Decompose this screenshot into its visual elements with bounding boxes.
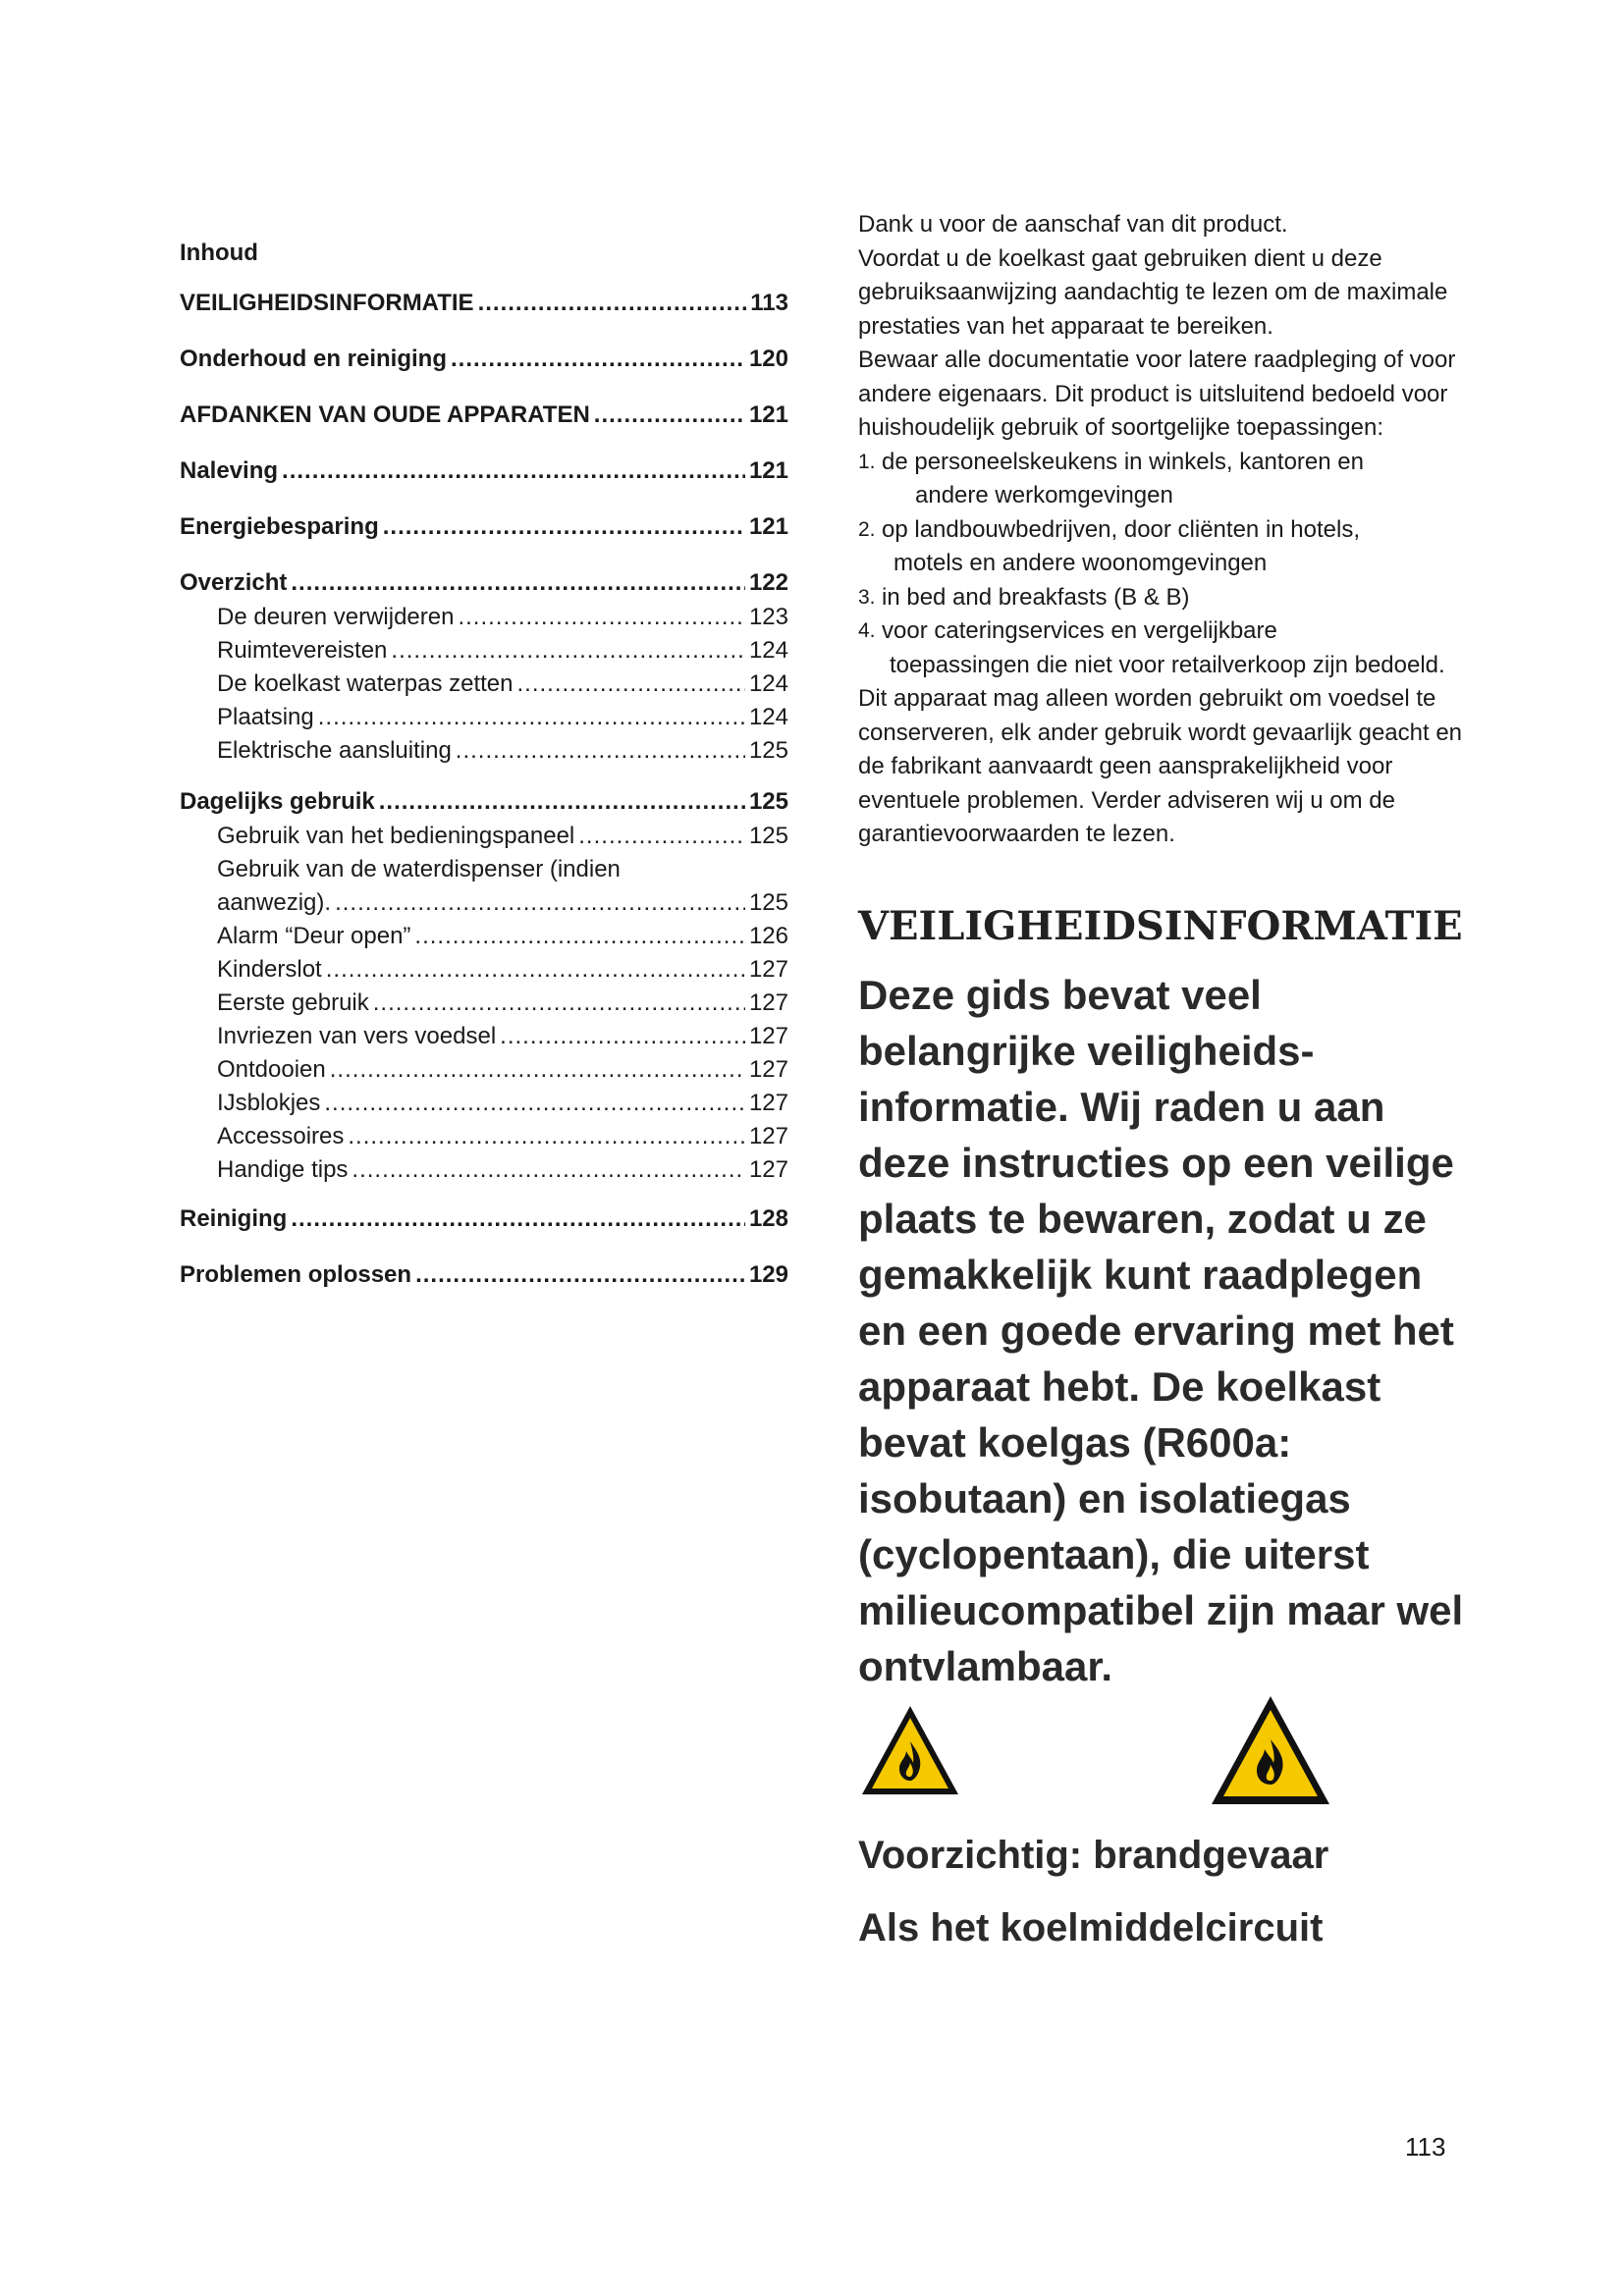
toc-entry-page: 125: [748, 823, 788, 849]
caution-heading: Voorzichtig: brandgevaar: [858, 1833, 1329, 1877]
usage-list: [858, 446, 1467, 683]
toc-entry-label: Elektrische aansluiting: [217, 737, 452, 764]
toc-entry-label: IJsblokjes: [217, 1090, 321, 1116]
toc-entry-label: Accessoires: [217, 1123, 345, 1149]
intro-paragraph: Bewaar alle documentatie voor latere raadpleging of voor andere eigenaars. Dit product is uitsluitend bedoeld voor huishoudelijk gebruik of soortgelijke toepassingen:: [858, 347, 1456, 441]
toc-entry-page: 122: [748, 569, 788, 596]
toc-entry-page: 127: [748, 989, 788, 1016]
toc-subentry[interactable]: [180, 634, 788, 667]
toc-subentry[interactable]: [180, 920, 788, 953]
caution-subheading: Als het koelmiddelcircuit: [858, 1905, 1324, 1949]
toc-entry-page: 126: [748, 923, 788, 949]
toc-entry-label: De koelkast waterpas zetten: [217, 670, 514, 697]
list-text: voor cateringservices en vergelijkbare: [882, 617, 1277, 644]
toc-entry-label: Alarm “Deur open”: [217, 923, 411, 949]
toc-entry-label: De deuren verwijderen: [217, 604, 455, 630]
toc-entry-page: 127: [748, 1123, 788, 1149]
section-heading: VEILIGHEIDSINFORMATIE: [858, 902, 1463, 949]
toc-entry-page: 125: [748, 788, 788, 815]
toc-subentry[interactable]: [180, 820, 788, 853]
list-number: 1.: [858, 450, 876, 473]
toc-subentry[interactable]: [180, 701, 788, 734]
table-of-contents: [180, 222, 788, 1303]
toc-subentry[interactable]: [180, 1153, 788, 1187]
toc-entry-page: 123: [748, 604, 788, 630]
list-item: [858, 513, 1467, 581]
toc-entry-label: Ruimtevereisten: [217, 637, 388, 664]
flammable-warning-icon: [858, 1702, 962, 1800]
toc-entry-label: Invriezen van vers voedsel: [217, 1023, 497, 1049]
toc-entry-page: 113: [750, 290, 788, 316]
toc-entry-label: Energiebesparing: [180, 513, 379, 540]
toc-subentry[interactable]: [180, 1087, 788, 1120]
list-text-cont: andere werkomgevingen: [915, 482, 1173, 508]
list-text-cont: motels en andere woonomgevingen: [893, 550, 1268, 576]
safety-notice: Deze gids bevat veel belangrijke veiligheids-informatie. Wij raden u aan deze instructies op een veilige plaats te bewaren, zodat u ze gemakkelijk kunt raadplegen en een goede ervaring met het apparaat hebt. De koelkast bevat koelgas (R600a: isobutaan) en isolatiegas (cyclopentaan), die uiterst milieucompatibel zijn maar wel ontvlambaar.: [858, 971, 1464, 1689]
list-text: in bed and breakfasts (B & B): [882, 583, 1190, 611]
toc-entry-label: Naleving: [180, 457, 279, 484]
toc-entry[interactable]: [180, 1247, 788, 1303]
toc-subentry[interactable]: [180, 734, 788, 768]
list-text-cont: toepassingen die niet voor retailverkoop zijn bedoeld.: [890, 651, 1445, 678]
toc-entry-page: 124: [748, 670, 788, 697]
toc-subentry-continued[interactable]: [180, 886, 788, 920]
toc-entry-page: 129: [748, 1261, 788, 1288]
right-column: [858, 208, 1467, 1957]
toc-entry-page: 121: [748, 513, 788, 540]
intro-paragraph: Dank u voor de aanschaf van dit product.: [858, 211, 1288, 238]
toc-entry[interactable]: [180, 331, 788, 387]
toc-entry-page: 127: [748, 1023, 788, 1049]
toc-entry-label: Ontdooien: [217, 1056, 326, 1083]
toc-entry-page: 124: [748, 704, 788, 730]
toc-entry-label: Kinderslot: [217, 956, 322, 983]
intro-text: [858, 208, 1467, 852]
list-number: 2.: [858, 517, 876, 541]
toc-subentry[interactable]: [180, 853, 788, 886]
toc-subentry[interactable]: [180, 987, 788, 1020]
toc-entry[interactable]: [180, 499, 788, 555]
toc-entry-page: 124: [748, 637, 788, 664]
toc-entry-label: Dagelijks gebruik: [180, 788, 375, 815]
page-number: 113: [1405, 2132, 1446, 2162]
toc-entry-label: Handige tips: [217, 1156, 349, 1183]
toc-entry-label: VEILIGHEIDSINFORMATIE: [180, 290, 474, 316]
toc-subentry[interactable]: [180, 601, 788, 634]
flammable-warning-icon: [1208, 1692, 1333, 1810]
list-item: [858, 614, 1467, 682]
list-text: op landbouwbedrijven, door cliënten in hotels,: [882, 515, 1360, 543]
toc-entry-page: 125: [748, 889, 788, 916]
intro-paragraph: Voordat u de koelkast gaat gebruiken dient u deze gebruiksaanwijzing aandachtig te lezen om de maximale prestaties van het apparaat te bereiken.: [858, 244, 1448, 340]
toc-entry-label-cont: aanwezig).: [217, 889, 332, 916]
toc-entry[interactable]: [180, 443, 788, 499]
toc-title: Inhoud: [180, 240, 258, 266]
toc-entry-page: 121: [748, 401, 788, 428]
warning-icons: [858, 1698, 1467, 1826]
intro-paragraph: Dit apparaat mag alleen worden gebruikt om voedsel te conserveren, elk ander gebruik wordt gevaarlijk geacht en de fabrikant aanvaardt geen aansprakelijkheid voor eventuele problemen. Verder adviseren wij u om de garantievoorwaarden te lezen.: [858, 685, 1463, 847]
toc-entry-page: 120: [748, 346, 788, 372]
toc-entry-page: 127: [748, 1056, 788, 1083]
list-item: [858, 446, 1467, 513]
toc-entry-label: Plaatsing: [217, 704, 314, 730]
toc-subentry[interactable]: [180, 953, 788, 987]
toc-entry-label: Eerste gebruik: [217, 989, 369, 1016]
toc-entry-page: 128: [748, 1205, 788, 1232]
toc-entry-page: 127: [748, 1090, 788, 1116]
list-item: [858, 581, 1467, 615]
list-number: 3.: [858, 585, 876, 609]
toc-entry-label: Problemen oplossen: [180, 1261, 412, 1288]
toc-entry-label: Overzicht: [180, 569, 288, 596]
toc-entry[interactable]: [180, 275, 788, 331]
toc-entry-label: Onderhoud en reiniging: [180, 346, 447, 372]
toc-entry-label: Gebruik van het bedieningspaneel: [217, 823, 575, 849]
list-text: de personeelskeukens in winkels, kantoren en: [882, 448, 1364, 475]
toc-subentry[interactable]: [180, 1053, 788, 1087]
toc-entry-label: Reiniging: [180, 1205, 288, 1232]
toc-entry[interactable]: [180, 1191, 788, 1247]
list-number: 4.: [858, 619, 876, 642]
toc-entry-page: 127: [748, 956, 788, 983]
toc-entry-page: 121: [748, 457, 788, 484]
toc-subentry[interactable]: [180, 667, 788, 701]
toc-entry-label: AFDANKEN VAN OUDE APPARATEN: [180, 401, 590, 428]
toc-entry-page: 125: [748, 737, 788, 764]
toc-entry-page: 127: [748, 1156, 788, 1183]
toc-subentry[interactable]: [180, 1020, 788, 1053]
toc-subentry[interactable]: [180, 1120, 788, 1153]
toc-entry[interactable]: [180, 387, 788, 443]
toc-entry-label: Gebruik van de waterdispenser (indien: [217, 856, 621, 882]
